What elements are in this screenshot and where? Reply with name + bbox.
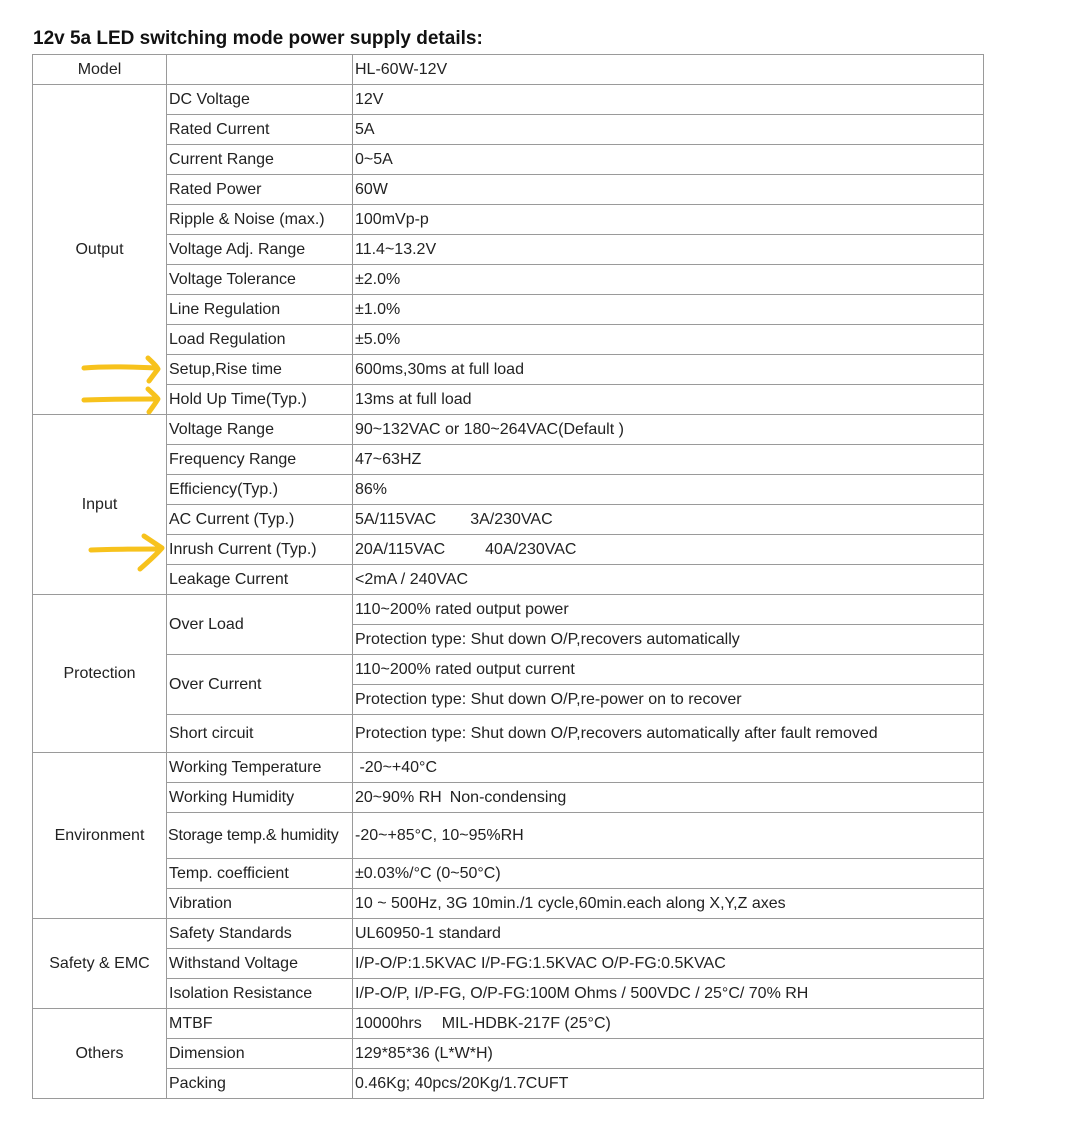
value-part: Non-condensing [449,788,567,806]
table-row [33,889,984,919]
category-environment: Environment [33,753,167,919]
table-row [33,979,984,1009]
value-cell [353,783,984,813]
model-value: HL-60W-12V [353,55,984,85]
value-cell: ±0.03%/°C (0~50°C) [353,859,984,889]
table-row [33,949,984,979]
highlight-arrow-icon [78,352,166,386]
value-part: 10000hrs [355,1014,422,1032]
param-cell: Temp. coefficient [167,859,353,889]
value-part: 20A/115VAC [355,540,446,558]
param-cell: Working Humidity [167,783,353,813]
value-cell: 0~5A [353,145,984,175]
value-cell: Protection type: Shut down O/P,recovers automatically [353,625,984,655]
param-cell: Frequency Range [167,445,353,475]
table-row [33,265,984,295]
value-cell: ±2.0% [353,265,984,295]
value-cell [353,1009,984,1039]
param-cell: Current Range [167,145,353,175]
value-cell: Protection type: Shut down O/P,re-power on to recover [353,685,984,715]
table-row [33,919,984,949]
param-cell: Line Regulation [167,295,353,325]
table-row [33,205,984,235]
param-cell: Voltage Tolerance [167,265,353,295]
table-row [33,295,984,325]
param-cell: DC Voltage [167,85,353,115]
table-row [33,115,984,145]
table-row [33,325,984,355]
param-cell: Hold Up Time(Typ.) [167,385,353,415]
category-input: Input [33,415,167,595]
table-row [33,595,984,625]
param-cell: Load Regulation [167,325,353,355]
table-row [33,535,984,565]
category-others: Others [33,1009,167,1099]
value-cell: 129*85*36 (L*W*H) [353,1039,984,1069]
value-cell: 5A [353,115,984,145]
value-part: 40A/230VAC [485,540,577,558]
value-cell: 13ms at full load [353,385,984,415]
param-cell: Rated Power [167,175,353,205]
table-row [33,813,984,859]
table-row [33,753,984,783]
table-row [33,505,984,535]
value-cell: Protection type: Shut down O/P,recovers automatically after fault removed [353,715,984,753]
param-cell: Packing [167,1069,353,1099]
table-row [33,145,984,175]
value-cell: 100mVp-p [353,205,984,235]
table-row [33,355,984,385]
param-cell: Leakage Current [167,565,353,595]
value-cell: 12V [353,85,984,115]
value-cell: -20~+40°C [353,753,984,783]
value-cell: 11.4~13.2V [353,235,984,265]
param-cell: Over Current [167,655,353,715]
param-cell: Vibration [167,889,353,919]
table-row [33,55,984,85]
param-cell: Working Temperature [167,753,353,783]
table-row [33,415,984,445]
model-label: Model [33,55,167,85]
table-row [33,475,984,505]
table-row [33,715,984,753]
value-cell: <2mA / 240VAC [353,565,984,595]
table-row [33,565,984,595]
table-row [33,1009,984,1039]
table-row [33,859,984,889]
table-row [33,85,984,115]
param-cell: Storage temp.& humidity [167,813,353,859]
param-cell: Voltage Range [167,415,353,445]
param-cell: Withstand Voltage [167,949,353,979]
value-part: 5A/115VAC [355,510,437,528]
highlight-arrow-icon [86,530,168,574]
value-cell [353,535,984,565]
table-row [33,445,984,475]
param-cell: Rated Current [167,115,353,145]
param-cell: Over Load [167,595,353,655]
param-cell: MTBF [167,1009,353,1039]
table-row [33,655,984,685]
spec-table [32,54,984,1099]
value-cell: 110~200% rated output power [353,595,984,625]
value-cell: I/P-O/P, I/P-FG, O/P-FG:100M Ohms / 500VDC / 25°C/ 70% RH [353,979,984,1009]
highlight-arrow-icon [78,383,166,417]
value-cell: 600ms,30ms at full load [353,355,984,385]
table-row [33,175,984,205]
value-cell: I/P-O/P:1.5KVAC I/P-FG:1.5KVAC O/P-FG:0.5KVAC [353,949,984,979]
value-cell: ±1.0% [353,295,984,325]
value-cell: 0.46Kg; 40pcs/20Kg/1.7CUFT [353,1069,984,1099]
param-cell: Dimension [167,1039,353,1069]
category-output: Output [33,85,167,415]
value-part: 20~90% RH [355,788,442,806]
value-cell: ±5.0% [353,325,984,355]
param-cell: Isolation Resistance [167,979,353,1009]
param-cell: Ripple & Noise (max.) [167,205,353,235]
param-cell: Short circuit [167,715,353,753]
value-cell: 60W [353,175,984,205]
param-cell: Inrush Current (Typ.) [167,535,353,565]
empty-cell [167,55,353,85]
table-row [33,783,984,813]
value-cell: 86% [353,475,984,505]
param-cell: Voltage Adj. Range [167,235,353,265]
table-row [33,235,984,265]
param-cell: Efficiency(Typ.) [167,475,353,505]
value-cell: -20~+85°C, 10~95%RH [353,813,984,859]
param-cell: Setup,Rise time [167,355,353,385]
value-part: MIL-HDBK-217F (25°C) [441,1014,611,1032]
table-row [33,1039,984,1069]
category-protection: Protection [33,595,167,753]
value-cell: 110~200% rated output current [353,655,984,685]
value-cell: 90~132VAC or 180~264VAC(Default ) [353,415,984,445]
table-row [33,385,984,415]
value-part: 3A/230VAC [470,510,553,528]
param-cell: AC Current (Typ.) [167,505,353,535]
value-cell: 10 ~ 500Hz, 3G 10min./1 cycle,60min.each along X,Y,Z axes [353,889,984,919]
table-row [33,1069,984,1099]
value-cell: UL60950-1 standard [353,919,984,949]
value-cell: 47~63HZ [353,445,984,475]
category-safety-emc: Safety & EMC [33,919,167,1009]
value-cell [353,505,984,535]
param-cell: Safety Standards [167,919,353,949]
page-title: 12v 5a LED switching mode power supply details: [33,28,483,49]
